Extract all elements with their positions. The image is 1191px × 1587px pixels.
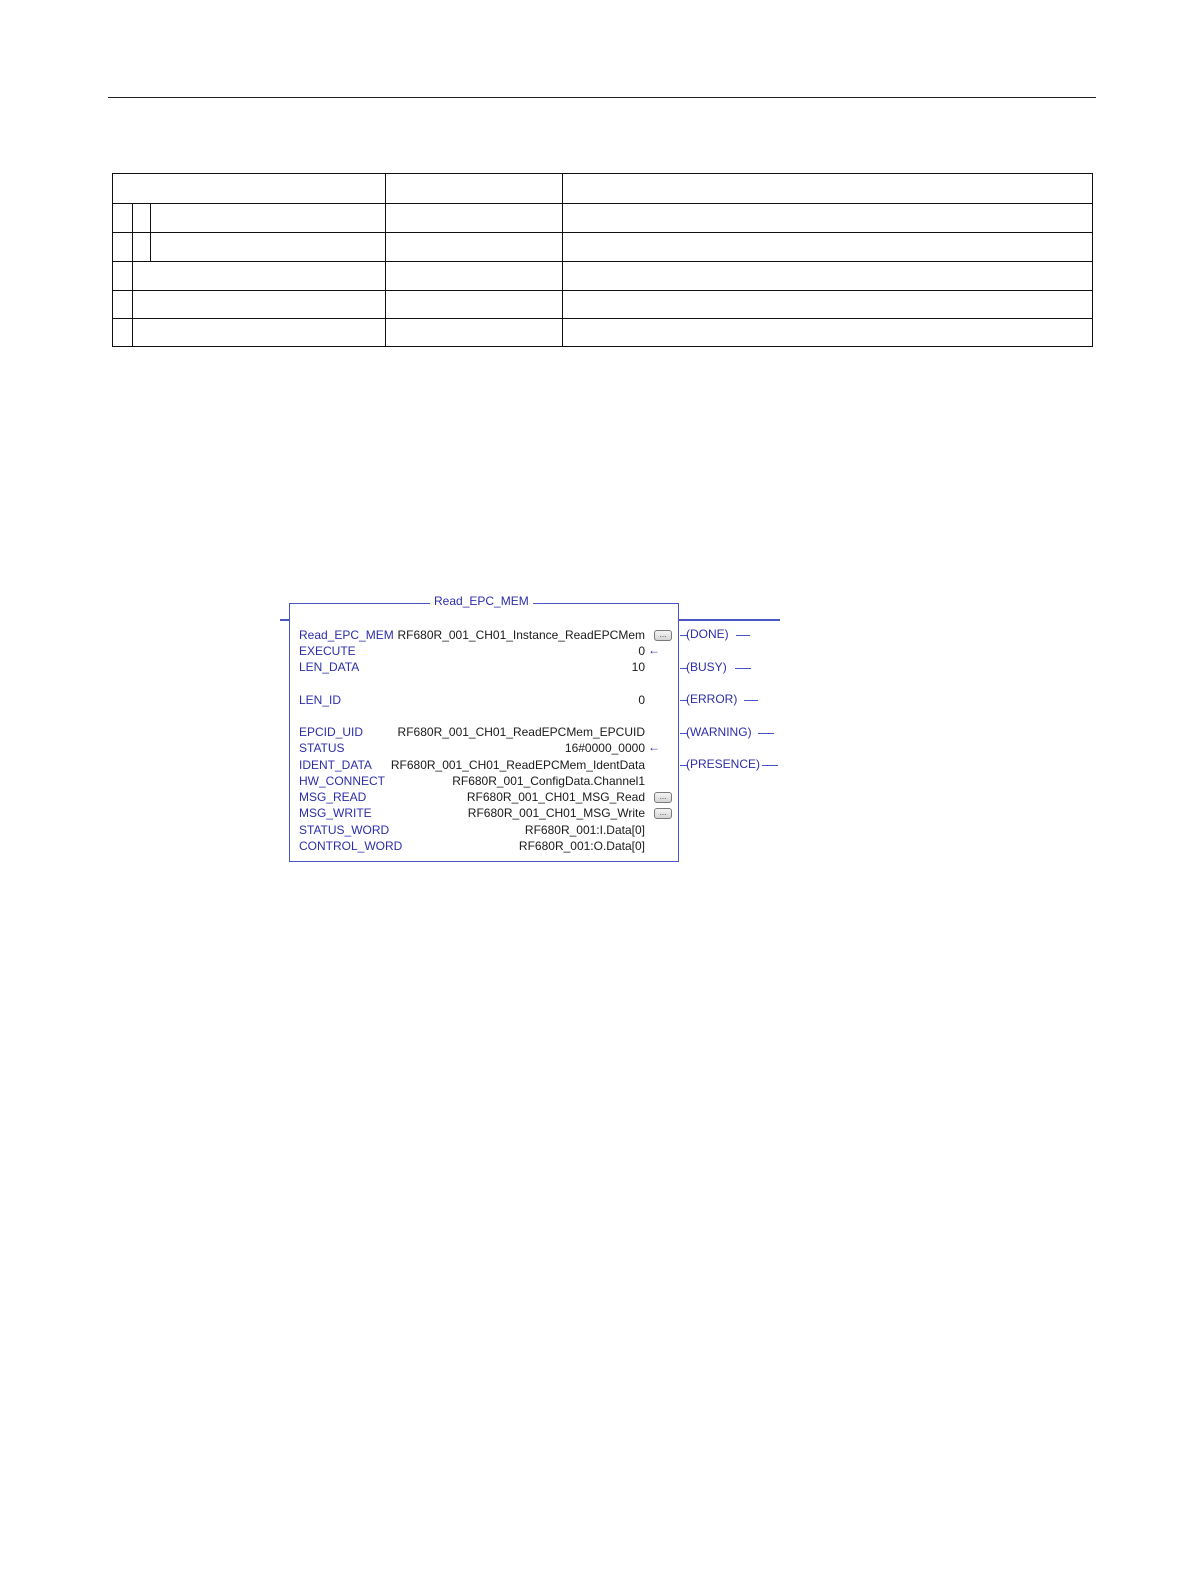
block-title: Read_EPC_MEM: [430, 594, 533, 608]
param-value-execute[interactable]: 0: [638, 644, 645, 658]
param-label-len-data: LEN_DATA: [299, 660, 360, 674]
param-value-hw-connect[interactable]: RF680R_001_ConfigData.Channel1: [452, 774, 645, 788]
coil-label: ERROR: [690, 692, 734, 706]
output-coil-warning[interactable]: (WARNING): [686, 725, 752, 739]
param-label-instance: Read_EPC_MEM: [299, 628, 394, 642]
coil-wire: [758, 733, 774, 734]
coil-label: PRESENCE: [690, 757, 757, 771]
coil-wire: [736, 635, 750, 636]
coil-label: BUSY: [690, 660, 723, 674]
param-value-control-word[interactable]: RF680R_001:O.Data[0]: [518, 839, 645, 853]
output-coil-presence[interactable]: (PRESENCE): [686, 757, 761, 771]
param-label-status: STATUS: [299, 741, 345, 755]
browse-button[interactable]: ...: [654, 808, 672, 819]
output-coil-busy[interactable]: (BUSY): [686, 660, 727, 674]
param-label-ident-data: IDENT_DATA: [299, 758, 372, 772]
param-label-len-id: LEN_ID: [299, 693, 342, 707]
output-coil-error[interactable]: (ERROR): [686, 692, 738, 706]
param-label-msg-read: MSG_READ: [299, 790, 367, 804]
coil-label: WARNING: [690, 725, 748, 739]
param-label-msg-write: MSG_WRITE: [299, 806, 372, 820]
param-value-ident-data[interactable]: RF680R_001_CH01_ReadEPCMem_IdentData: [390, 758, 645, 772]
param-value-len-data[interactable]: 10: [631, 660, 645, 674]
param-value-instance[interactable]: RF680R_001_CH01_Instance_ReadEPCMem: [397, 628, 645, 642]
live-value-arrow-icon: ←: [648, 643, 660, 657]
param-label-control-word: CONTROL_WORD: [299, 839, 403, 853]
param-label-status-word: STATUS_WORD: [299, 823, 390, 837]
param-value-status-word[interactable]: RF680R_001:I.Data[0]: [524, 823, 645, 837]
coil-wire: [735, 668, 751, 669]
right-rung-line: [679, 619, 780, 621]
param-value-len-id[interactable]: 0: [638, 693, 645, 707]
param-value-msg-read[interactable]: RF680R_001_CH01_MSG_Read: [466, 790, 645, 804]
param-value-status[interactable]: 16#0000_0000: [564, 741, 645, 755]
param-label-execute: EXECUTE: [299, 644, 356, 658]
param-label-epcid-uid: EPCID_UID: [299, 725, 364, 739]
browse-button[interactable]: ...: [654, 792, 672, 803]
browse-button[interactable]: ...: [654, 630, 672, 641]
output-coil-done[interactable]: (DONE): [686, 627, 729, 641]
live-value-arrow-icon: ←: [648, 740, 660, 754]
coil-wire: [762, 765, 778, 766]
coil-wire: [744, 700, 758, 701]
coil-label: DONE: [690, 627, 725, 641]
param-value-epcid-uid[interactable]: RF680R_001_CH01_ReadEPCMem_EPCUID: [397, 725, 645, 739]
param-label-hw-connect: HW_CONNECT: [299, 774, 385, 788]
param-value-msg-write[interactable]: RF680R_001_CH01_MSG_Write: [467, 806, 645, 820]
